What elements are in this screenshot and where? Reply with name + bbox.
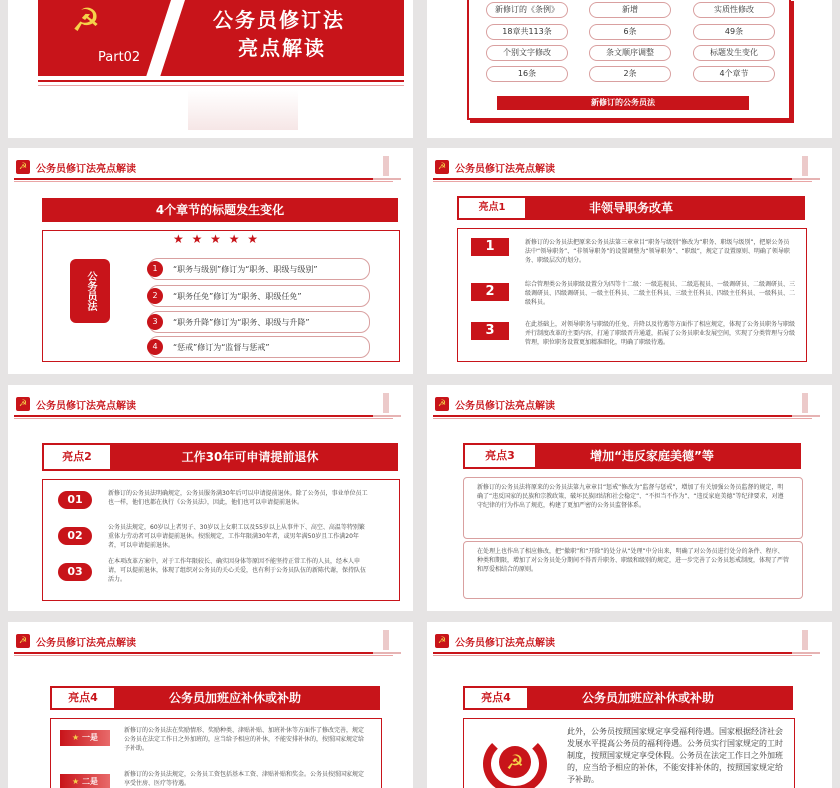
- highlight-banner: 非领导职务改革: [457, 196, 805, 220]
- cover-underline-thin: [38, 85, 404, 86]
- slide-highlight-4a[interactable]: [8, 622, 413, 788]
- header-line: [14, 415, 393, 417]
- emblem-icon: ☭: [435, 634, 449, 648]
- row-number-01: 01: [58, 491, 92, 509]
- item-text: “职务升降”修订为“职务、职级与升降”: [173, 318, 310, 327]
- hammer-sickle-icon: ☭: [71, 1, 101, 39]
- chapter-item-1: [148, 258, 370, 280]
- part-label: Part02: [98, 50, 141, 65]
- tower-icon: [792, 393, 820, 417]
- row-label-2-text: 二是: [81, 777, 98, 786]
- row-number-03: 03: [58, 563, 92, 581]
- row-number-2: 2: [471, 283, 509, 301]
- header-title: 公务员修订法亮点解读: [455, 638, 555, 649]
- slide-highlight-2[interactable]: [8, 385, 413, 611]
- row-number-02: 02: [58, 527, 92, 545]
- header-title: 公务员修订法亮点解读: [455, 164, 555, 175]
- highlight-banner: 工作30年可申请提前退休: [42, 443, 398, 471]
- header-line-thin: [14, 181, 393, 182]
- pill-0: 新修订的《条例》: [486, 2, 568, 18]
- row-text-1: 新修订的公务员法把原来公务员法第三章章目“职务与级别”修改为“职务、职级与级别”，把原公务员法中“领导职务”、“非领导职务”的设置调整为“领导职务”、“职级”，规定了设置原则、明确了领导职务、职级层次的划分。: [525, 239, 790, 264]
- chapter-item-2: [148, 285, 370, 307]
- tower-icon: [792, 630, 820, 654]
- emblem-icon: ☭: [16, 397, 30, 411]
- cover-underline: [38, 80, 404, 82]
- item-text: “惩戒”修订为“监督与惩戒”: [173, 343, 270, 352]
- pill-10: 2条: [589, 66, 671, 82]
- header-line: [433, 652, 812, 654]
- header-title: 公务员修订法亮点解读: [36, 401, 136, 412]
- chapter-item-3: [148, 311, 370, 333]
- pill-3: 18章共113条: [486, 24, 568, 40]
- highlight-tag: 亮点2: [42, 443, 112, 471]
- header-line: [433, 415, 812, 417]
- slide-header: [427, 622, 832, 656]
- pill-11: 4个章节: [693, 66, 775, 82]
- tower-icon: [373, 156, 401, 180]
- pill-5: 49条: [693, 24, 775, 40]
- emblem-icon: ☭: [16, 160, 30, 174]
- pill-6: 个别文字修改: [486, 45, 568, 61]
- tower-icon: [373, 630, 401, 654]
- emblem-icon: ☭: [16, 634, 30, 648]
- header-title: 公务员修订法亮点解读: [36, 164, 136, 175]
- cover-title-line1: 公务员修订法: [213, 8, 345, 32]
- cover-title-line2: 亮点解读: [238, 36, 326, 60]
- header-line-thin: [433, 655, 812, 656]
- header-line-thin: [433, 181, 812, 182]
- slide-header: [8, 622, 413, 656]
- highlight-banner: 增加“违反家庭美德”等: [463, 443, 801, 469]
- tower-icon: [373, 393, 401, 417]
- header-title: 公务员修订法亮点解读: [455, 401, 555, 412]
- slide-highlight-1[interactable]: [427, 148, 832, 374]
- pill-2: 实质性修改: [693, 2, 775, 18]
- tower-decoration: [188, 90, 298, 130]
- slide-header: [8, 385, 413, 419]
- row-text-01: 新修订的公务员法明确规定，公务员服务满30年后可以申请提前退休。除了公务员，事业单位员工也一样，他们也都在执行《公务员法》，因此，他们也可以申请提前退休。: [108, 490, 368, 506]
- row-text-02: 公务员法规定，60岁以上者男子、30岁以上女职工以及55岁以上从事井下、高空、高温等特别繁重体力劳动者可以申请提前退休。按照规定，工作年限满30年者，或男年满50岁且工作满20年者，可以申请提前退休。: [108, 524, 365, 549]
- item-number: 1: [147, 261, 163, 277]
- slide-header: [427, 385, 832, 419]
- header-line: [14, 652, 393, 654]
- side-label-text: 公务员法: [85, 271, 96, 311]
- row-label-2: ★ 二是: [60, 774, 110, 788]
- hammer-sickle-icon: ☭: [499, 746, 531, 778]
- row-text-3: 在此基础上，对领导职务与职级的任免、升降以及待遇等方面作了相应规定，体现了公务员职务与职级并行制度改革的主要内容，打通了职级晋升通道，拓展了公务员职业发展空间，实现了分类管理与分级管理，职位职务设置更加精准细化，明确了职级待遇。: [525, 321, 795, 346]
- closing-text: 此外，公务员按照国家规定享受福利待遇。国家根据经济社会发展水平提高公务员的福利待遇。公务员实行国家规定的工时制度，按照国家规定享受休假。公务员在法定工作日之外加班的，应当给予相应的补休，不能安排补休的，按照国家规定给予补助。: [567, 727, 783, 784]
- item-number: 3: [147, 314, 163, 330]
- slide-cover[interactable]: [8, 0, 413, 138]
- row-number-3: 3: [471, 322, 509, 340]
- item-number: 4: [147, 339, 163, 355]
- header-line: [14, 178, 393, 180]
- highlight-tag: 亮点4: [50, 686, 116, 710]
- row-text-1: 新修订的公务员法在奖励情形、奖励种类、津贴补贴、加班补休等方面作了修改完善，规定公务员在法定工作日之外加班的，应当给予相应的补休，不能安排补休的，按照国家规定给予补助。: [124, 727, 365, 752]
- pill-7: 条文顺序调整: [589, 45, 671, 61]
- stars-icon: ★ ★ ★ ★ ★: [173, 232, 261, 246]
- row-text-2: 综合管理类公务员职级设置分为四等十二级：一级巡视员、二级巡视员、一级调研员、二级调研员、三级调研员、四级调研员、一级主任科员、二级主任科员、三级主任科员、四级主任科员、一级科员、二级科员。: [525, 281, 795, 306]
- header-line-thin: [433, 418, 812, 419]
- highlight-tag: 亮点4: [463, 686, 529, 710]
- row-text-2: 新修订的公务员法规定，公务员工资包括基本工资、津贴补贴和奖金。公务员按照国家规定享受住房、医疗等待遇。: [124, 771, 365, 787]
- header-line: [433, 178, 812, 180]
- slide-revision-summary[interactable]: [427, 0, 832, 138]
- highlight-banner: 公务员加班应补休或补助: [50, 686, 380, 710]
- slide-chapter-titles[interactable]: [8, 148, 413, 374]
- header-title: 公务员修订法亮点解读: [36, 638, 136, 649]
- chapter-banner: 4个章节的标题发生变化: [42, 198, 398, 222]
- pill-8: 标题发生变化: [693, 45, 775, 61]
- emblem-icon: ☭: [435, 397, 449, 411]
- row-label-1: ★ 一是: [60, 730, 110, 746]
- header-line-thin: [14, 418, 393, 419]
- slide-highlight-3[interactable]: [427, 385, 832, 611]
- tower-icon: [792, 156, 820, 180]
- item-text: “职务与级别”修订为“职务、职级与级别”: [173, 265, 318, 274]
- pill-9: 16条: [486, 66, 568, 82]
- row-number-1: 1: [471, 238, 509, 256]
- side-label: [70, 259, 110, 323]
- summary-footer-bar: 新修订的公务员法: [497, 96, 749, 110]
- header-line-thin: [14, 655, 393, 656]
- pill-4: 6条: [589, 24, 671, 40]
- item-number: 2: [147, 288, 163, 304]
- item-text: “职务任免”修订为“职务、职级任免”: [173, 292, 302, 301]
- slide-header: [427, 148, 832, 182]
- slide-highlight-4b[interactable]: [427, 622, 832, 788]
- chapter-item-4: [148, 336, 370, 358]
- highlight-tag: 亮点3: [463, 443, 537, 469]
- highlight-tag: 亮点1: [457, 196, 527, 220]
- row-label-1-text: 一是: [81, 733, 98, 742]
- text-box-1-content: 新修订的公务员法将原来的公务员法第九章章目“惩戒”修改为“监督与惩戒”，增加了有关加强公务员监督的规定，明确了“违反国家的民族和宗教政策，破坏民族团结和社会稳定”、“不担当不作为”、“违反家庭美德”等纪律要求，对遵守纪律的行为作出了规范，构建了更加严密的公务员监督体系。: [477, 484, 784, 509]
- pill-1: 新增: [589, 2, 671, 18]
- row-text-03: 在本项改革方案中，对于工作年限较长、确实因身体等原因不能坚持正常工作的人员，经本人申请，可以提前退休，体现了组织对公务员的关心关爱，也有利于公务员队伍的新陈代谢，保持队伍活力。: [108, 558, 367, 583]
- emblem-icon: ☭: [435, 160, 449, 174]
- slide-header: [8, 148, 413, 182]
- highlight-banner: 公务员加班应补休或补助: [463, 686, 793, 710]
- text-box-2-content: 在处理上也作出了相应修改，把“撤职”和“开除”的处分从“处理”中分出来，明确了对公务员进行处分的条件、程序、种类和期限，增加了对公务员处分期间不得晋升职务、职级和级别的规定，进一步完善了公务员惩戒制度，体现了严管和厚爱相结合的原则。: [477, 548, 789, 573]
